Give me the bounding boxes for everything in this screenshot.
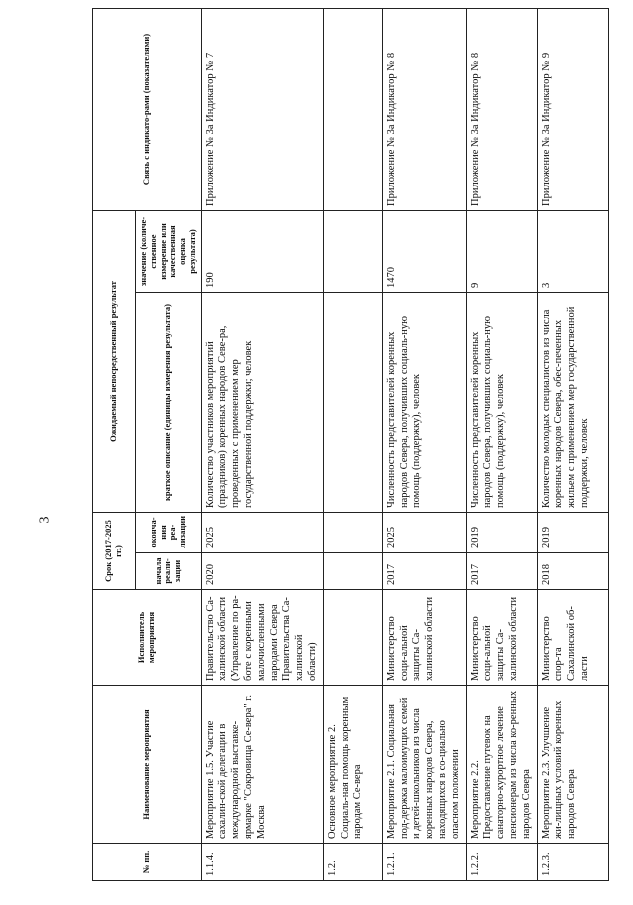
header-term-start: начала реали-зации <box>136 553 202 590</box>
table-header-row <box>93 8 136 880</box>
row-result-desc <box>323 293 382 513</box>
row-executor <box>323 590 382 686</box>
row-result-desc: Численность представителей коренных народов Севера, получивших социаль-ную помощь (поддержку), человек <box>466 293 537 513</box>
row-executor: Правительство Са-халинской области (Управление по ра-боте с коренными малочисленными народами Севера Правительства Са-халинской области) <box>201 590 323 686</box>
row-num: 1.2. <box>323 844 382 881</box>
row-num: 1.2.2. <box>466 844 537 881</box>
row-name: Мероприятие 2.1. Социальная под-держка малоимущих семей и детей-школьников из числа коренных народов Севера, находящихся в со-циально опасном положении <box>382 686 466 844</box>
row-result-desc: Численность представителей коренных народов Севера, получивших социаль-ную помощь (поддержку), человек <box>382 293 466 513</box>
row-num: 1.2.1. <box>382 844 466 881</box>
row-result-value: 3 <box>537 210 608 292</box>
row-start: 2017 <box>382 553 466 590</box>
row-end: 2019 <box>537 513 608 553</box>
table-row <box>382 8 466 880</box>
row-start: 2020 <box>201 553 323 590</box>
header-term-end: оконча-ния реа-лизации <box>136 513 202 553</box>
row-start <box>323 553 382 590</box>
row-end <box>323 513 382 553</box>
row-start: 2018 <box>537 553 608 590</box>
row-name: Мероприятие 2.3. Улучшение жи-лищных условий коренных народов Севера <box>537 686 608 844</box>
row-start: 2017 <box>466 553 537 590</box>
header-executor: Исполнитель мероприятия <box>93 590 202 686</box>
header-result-desc: краткое описание (единицы измерения результата) <box>136 293 202 513</box>
row-indicator: Приложение № 3а Индикатор № 8 <box>466 8 537 210</box>
table-row <box>466 8 537 880</box>
row-end: 2025 <box>201 513 323 553</box>
row-executor: Министерство соци-альной защиты Са-халинской области <box>466 590 537 686</box>
row-name: Мероприятие 1.5. Участие сахалин-ской делегации в международной выставке-ярмарке "Сокровища Се-вера" г. Москва <box>201 686 323 844</box>
row-result-desc: Количество участников мероприятий (праздников) коренных народов Севе-ра, проведенных с применением мер государственной поддержки; человек <box>201 293 323 513</box>
row-result-value: 190 <box>201 210 323 292</box>
row-name: Основное мероприятие 2. Социаль-ная помощь коренным народам Се-вера <box>323 686 382 844</box>
row-name: Мероприятие 2.2. Предоставление путевок на санаторно-курортное лечение пенсионерам из числа ко-ренных народов Севера <box>466 686 537 844</box>
header-result: Ожидаемый непосредственный результат <box>93 210 136 512</box>
row-end: 2025 <box>382 513 466 553</box>
header-result-value: значение (количе-ственное измерение или качественная оценка результата) <box>136 210 202 292</box>
row-end: 2019 <box>466 513 537 553</box>
row-indicator <box>323 8 382 210</box>
row-executor: Министерство соци-альной защиты Са-халинской области <box>382 590 466 686</box>
header-name: Наименование мероприятия <box>93 686 202 844</box>
row-executor: Министерство спор-та Сахалинской об-ласти <box>537 590 608 686</box>
program-measures-table <box>92 8 609 881</box>
header-num: № пп. <box>93 844 202 881</box>
header-term: Срок (2017-2025 гг.) <box>93 513 136 590</box>
row-indicator: Приложение № 3а Индикатор № 7 <box>201 8 323 210</box>
row-num: 1.1.4. <box>201 844 323 881</box>
row-num: 1.2.3. <box>537 844 608 881</box>
table-row <box>201 8 323 880</box>
row-result-value: 1470 <box>382 210 466 292</box>
page-number: 3 <box>37 516 53 524</box>
table-row <box>537 8 608 880</box>
table-row <box>323 8 382 880</box>
row-result-value: 9 <box>466 210 537 292</box>
row-indicator: Приложение № 3а Индикатор № 9 <box>537 8 608 210</box>
row-indicator: Приложение № 3а Индикатор № 8 <box>382 8 466 210</box>
header-indicators: Связь с индикато-рами (показателями) <box>93 8 202 210</box>
row-result-desc: Количество молодых специалистов из числа коренных народов Севера, обес-печенных жильем с применением мер государственной поддержки, человек <box>537 293 608 513</box>
row-result-value <box>323 210 382 292</box>
